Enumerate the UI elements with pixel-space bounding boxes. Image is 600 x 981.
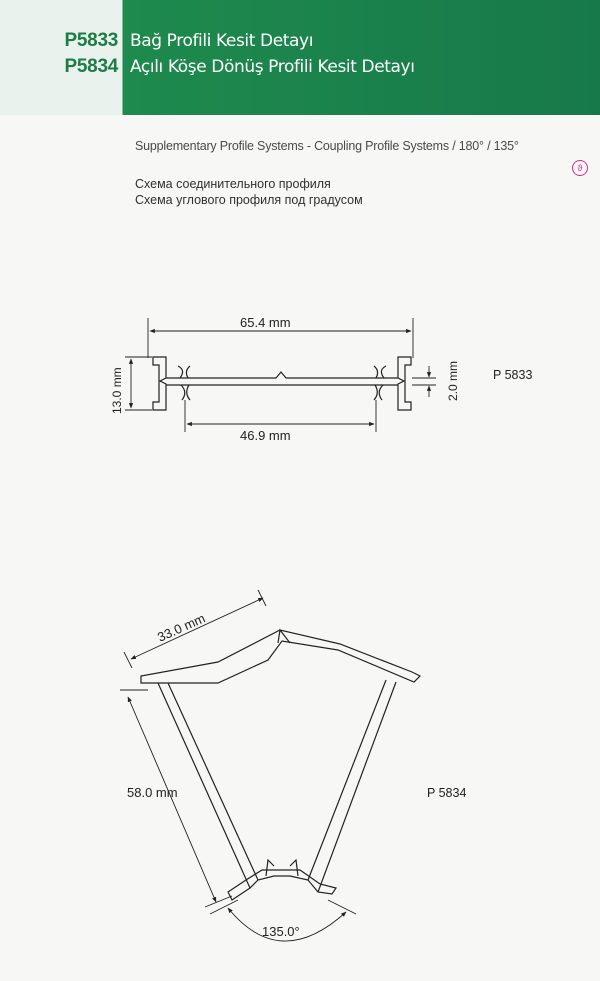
product-code-2: P5834: [64, 56, 118, 77]
russian-caption-2: Схема углового профиля под градусом: [135, 193, 363, 207]
dim-inner-label: 46.9 mm: [240, 428, 291, 443]
product-title-1: Bağ Profili Kesit Detayı: [130, 31, 314, 51]
profile-label-p5833: P 5833: [493, 368, 533, 382]
product-code-1: P5833: [64, 30, 118, 51]
dim-height-label: 13.0 mm: [110, 367, 124, 414]
subtitle: Supplementary Profile Systems - Coupling Profile Systems / 180° / 135°: [135, 139, 519, 153]
russian-caption-1: Схема соединительного профиля: [135, 177, 331, 191]
left-hooks: [178, 366, 190, 400]
profile-p5833-dimensions: [125, 318, 436, 432]
product-title-2: Açılı Köşe Dönüş Profili Kesit Detayı: [130, 57, 415, 77]
bottom-hooks: [266, 860, 298, 876]
right-leg: [308, 680, 396, 892]
right-hooks: [374, 366, 386, 400]
profile-p5834-dimensions: [120, 590, 356, 941]
dim-width-label: 65.4 mm: [240, 315, 291, 330]
profile-web: [166, 372, 398, 385]
right-end-cap: [398, 357, 411, 410]
top-flange: [141, 630, 420, 683]
dim-length-label: 58.0 mm: [127, 785, 178, 800]
dim-arm-label: 33.0 mm: [155, 610, 208, 645]
profile-p5834: [141, 630, 420, 900]
margin-mark-icon: ϑ: [572, 160, 588, 176]
dim-angle-label: 135.0°: [262, 924, 300, 939]
left-end-cap: [153, 357, 166, 410]
profile-p5833: [153, 357, 411, 410]
profile-label-p5834: P 5834: [427, 786, 467, 800]
dim-thickness-label: 2.0 mm: [446, 360, 460, 401]
